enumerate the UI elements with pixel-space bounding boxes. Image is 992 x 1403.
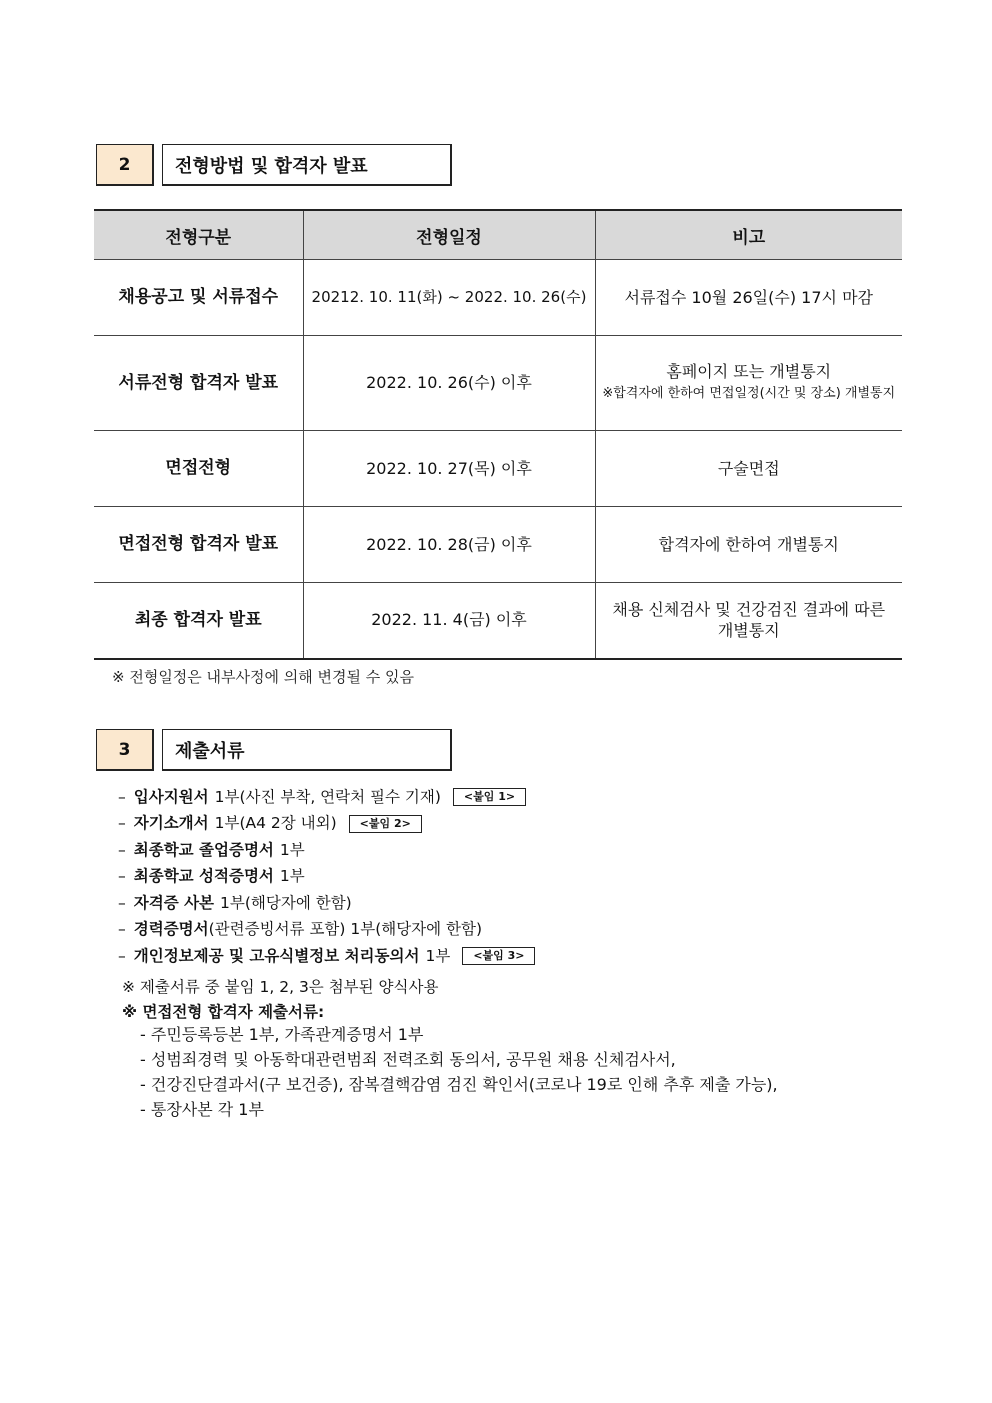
note-cell bbox=[595, 336, 902, 431]
list-item bbox=[118, 943, 918, 970]
table-row bbox=[94, 507, 902, 583]
list-item bbox=[118, 864, 918, 891]
schedule-cell: 20212. 10. 11(화) ~ 2022. 10. 26(수) bbox=[303, 260, 595, 336]
table-row bbox=[94, 336, 902, 431]
list-dash: – bbox=[118, 840, 126, 859]
doc-detail: 1부(해당자에 한함) bbox=[220, 893, 352, 912]
section2-number: 2 bbox=[96, 144, 154, 186]
doc-name: 자격증 사본 bbox=[133, 893, 215, 912]
list-dash: – bbox=[118, 920, 126, 939]
stage-cell: 채용공고 및 서류접수 bbox=[94, 260, 303, 336]
attachment-tag: <붙임 3> bbox=[462, 947, 535, 965]
list-item bbox=[118, 917, 918, 944]
note-cell: 구술면접 bbox=[595, 431, 902, 507]
table-row bbox=[94, 583, 902, 659]
header-note: 비고 bbox=[595, 210, 902, 260]
list-item bbox=[118, 811, 918, 838]
schedule-table bbox=[94, 209, 902, 660]
header-schedule: 전형일정 bbox=[303, 210, 595, 260]
table-row bbox=[94, 431, 902, 507]
stage-cell: 면접전형 bbox=[94, 431, 303, 507]
schedule-footnote: ※ 전형일정은 내부사정에 의해 변경될 수 있음 bbox=[112, 668, 414, 686]
doc-detail: 1부 bbox=[425, 946, 451, 965]
section3-title: 제출서류 bbox=[162, 729, 452, 771]
list-dash: – bbox=[118, 867, 126, 886]
list-dash: – bbox=[118, 787, 126, 806]
header-stage: 전형구분 bbox=[94, 210, 303, 260]
list-item: - 건강진단결과서(구 보건증), 잠복결핵감염 검진 확인서(코로나 19로 인해 추후 제출 가능), bbox=[140, 1075, 778, 1094]
note-cell: 합격자에 한하여 개별통지 bbox=[595, 507, 902, 583]
list-item bbox=[118, 890, 918, 917]
interview-docs-heading: ※ 면접전형 합격자 제출서류: bbox=[122, 1003, 325, 1021]
doc-name: 개인정보제공 및 고유식별정보 처리동의서 bbox=[133, 946, 420, 965]
note-main: 홈페이지 또는 개별통지 bbox=[666, 362, 832, 382]
section3-number: 3 bbox=[96, 729, 154, 771]
documents-note: ※ 제출서류 중 붙임 1, 2, 3은 첨부된 양식사용 bbox=[122, 978, 439, 996]
doc-name: 최종학교 성적증명서 bbox=[133, 867, 274, 886]
interview-docs-list bbox=[140, 1022, 778, 1122]
attachment-tag: <붙임 2> bbox=[349, 815, 422, 833]
schedule-cell: 2022. 10. 26(수) 이후 bbox=[303, 336, 595, 431]
doc-name: 입사지원서 bbox=[133, 787, 209, 806]
note-cell: 서류접수 10월 26일(수) 17시 마감 bbox=[595, 260, 902, 336]
doc-detail: 1부 bbox=[279, 867, 305, 886]
list-dash: – bbox=[118, 946, 126, 965]
section2-title: 전형방법 및 합격자 발표 bbox=[162, 144, 452, 186]
schedule-cell: 2022. 10. 28(금) 이후 bbox=[303, 507, 595, 583]
note-cell: 채용 신체검사 및 건강검진 결과에 따른 개별통지 bbox=[595, 583, 902, 659]
list-item: - 성범죄경력 및 아동학대관련범죄 전력조회 동의서, 공무원 채용 신체검사서, bbox=[140, 1050, 676, 1069]
schedule-cell: 2022. 11. 4(금) 이후 bbox=[303, 583, 595, 659]
note-sub: ※합격자에 한하여 면접일정(시간 및 장소) 개별통지 bbox=[602, 385, 896, 401]
doc-name: 자기소개서 bbox=[133, 814, 209, 833]
list-dash: – bbox=[118, 893, 126, 912]
attachment-tag: <붙임 1> bbox=[453, 788, 526, 806]
document-list bbox=[118, 784, 918, 970]
schedule-cell: 2022. 10. 27(목) 이후 bbox=[303, 431, 595, 507]
doc-name: 최종학교 졸업증명서 bbox=[133, 840, 274, 859]
list-item: - 통장사본 각 1부 bbox=[140, 1100, 264, 1119]
table-row bbox=[94, 260, 902, 336]
list-item: - 주민등록등본 1부, 가족관계증명서 1부 bbox=[140, 1025, 424, 1044]
list-item bbox=[118, 837, 918, 864]
doc-detail: 1부(A4 2장 내외) bbox=[214, 814, 337, 833]
doc-detail: 1부 bbox=[279, 840, 305, 859]
list-item bbox=[118, 784, 918, 811]
doc-detail: 1부(사진 부착, 연락처 필수 기재) bbox=[214, 787, 441, 806]
list-dash: – bbox=[118, 814, 126, 833]
stage-cell: 최종 합격자 발표 bbox=[94, 583, 303, 659]
stage-cell: 면접전형 합격자 발표 bbox=[94, 507, 303, 583]
stage-cell: 서류전형 합격자 발표 bbox=[94, 336, 303, 431]
doc-detail: (관련증빙서류 포함) 1부(해당자에 한함) bbox=[208, 920, 483, 939]
doc-name: 경력증명서 bbox=[133, 920, 209, 939]
table-header-row bbox=[94, 210, 902, 260]
